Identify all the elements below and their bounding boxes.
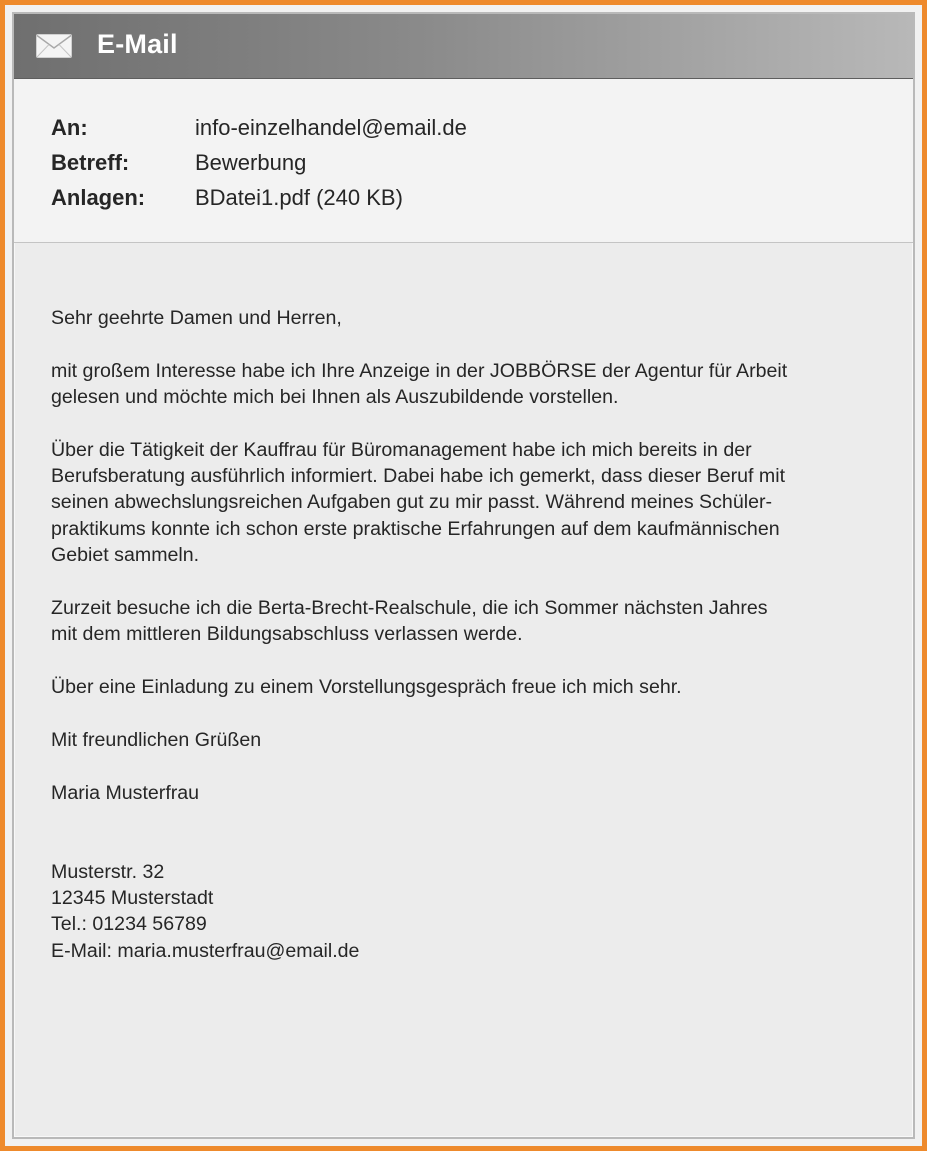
address-phone: Tel.: 01234 56789 [51,913,207,935]
attachments-label: Anlagen: [51,185,146,210]
to-row [51,115,467,141]
address-email[interactable]: E-Mail: maria.musterfrau@email.de [51,940,360,962]
paragraph-2-line-5: Gebiet sammeln. [51,544,200,566]
email-window [12,12,915,1139]
email-header [14,79,913,243]
paragraph-1-line-2: gelesen und möchte mich bei Ihnen als Auszubildende vorstellen. [51,386,619,408]
title-bar [14,14,913,79]
paragraph-4: Über eine Einladung zu einem Vorstellungsgespräch freue ich mich sehr. [51,676,682,698]
paragraph-2-line-1: Über die Tätigkeit der Kauffrau für Büromanagement habe ich mich bereits in der [51,439,752,461]
to-label: An: [51,115,88,140]
paragraph-2-line-4: praktikums konnte ich schon erste praktische Erfahrungen auf dem kaufmännischen [51,518,780,540]
salutation: Sehr geehrte Damen und Herren, [51,307,342,329]
subject-value[interactable]: Bewerbung [195,150,307,175]
paragraph-1-line-1: mit großem Interesse habe ich Ihre Anzeige in der JOBBÖRSE der Agentur für Arbeit [51,360,788,382]
paragraph-3-line-1: Zurzeit besuche ich die Berta-Brecht-Realschule, die ich Sommer nächsten Jahres [51,597,768,619]
closing: Mit freundlichen Grüßen [51,729,262,751]
attachments-row [51,185,403,211]
paragraph-2-line-3: seinen abwechslungsreichen Aufgaben gut zu mir passt. Während meines Schüler- [51,491,773,513]
to-value[interactable]: info-einzelhandel@email.de [195,115,467,140]
window-title: E-Mail [97,29,178,59]
paragraph-2-line-2: Berufsberatung ausführlich informiert. Dabei habe ich gemerkt, dass dieser Beruf mit [51,465,786,487]
attachment-file[interactable]: BDatei1.pdf (240 KB) [195,185,403,210]
subject-label: Betreff: [51,150,130,175]
signature-name: Maria Musterfrau [51,782,200,804]
paragraph-3-line-2: mit dem mittleren Bildungsabschluss verlassen werde. [51,623,523,645]
envelope-icon [36,34,72,58]
address-street: Musterstr. 32 [51,861,165,883]
subject-row [51,150,306,176]
address-city: 12345 Musterstadt [51,887,214,909]
